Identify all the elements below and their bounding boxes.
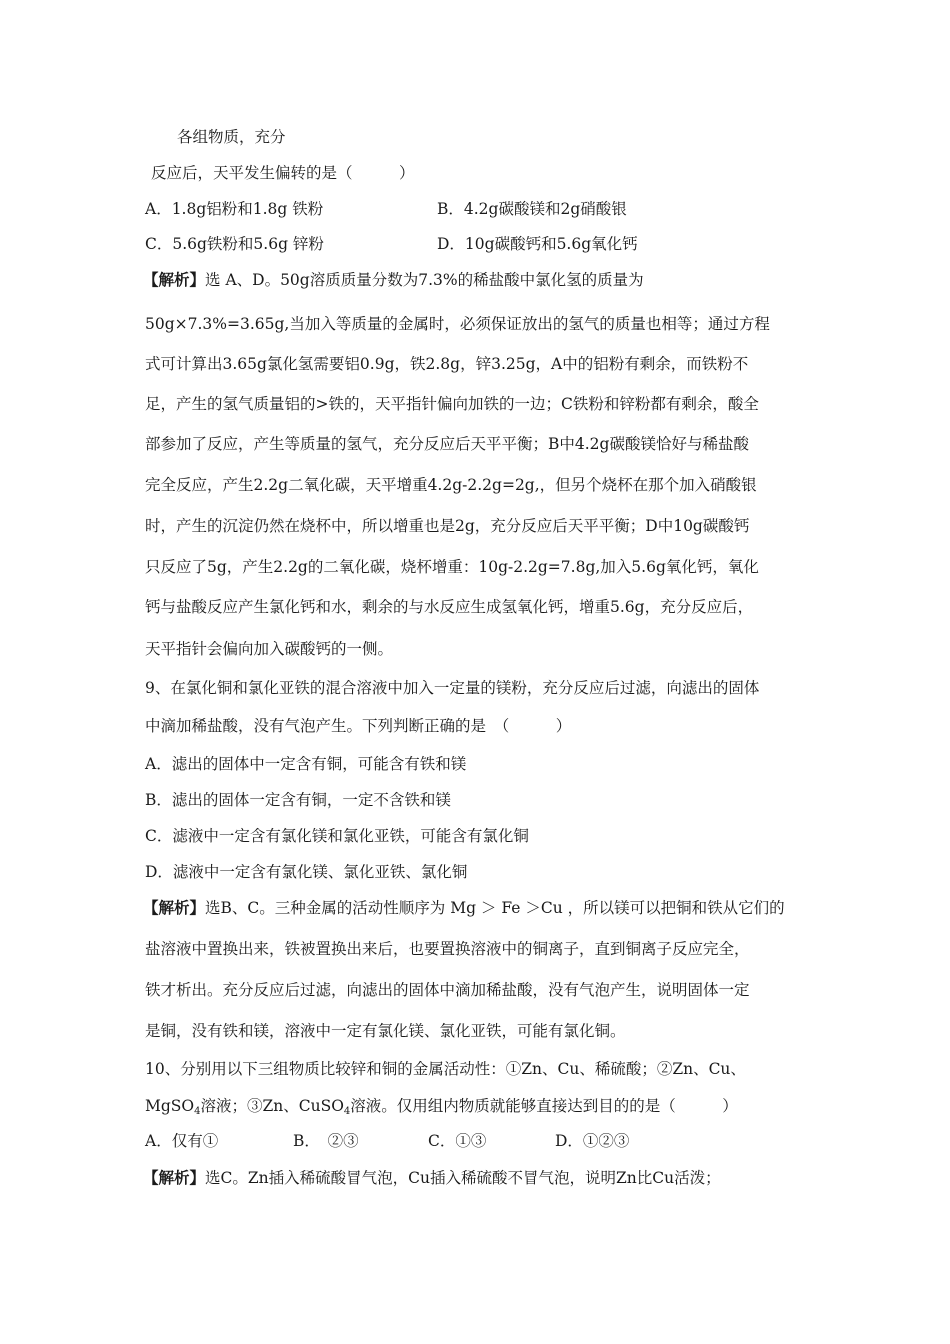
q10-stem-sub-1: 4 <box>194 1106 201 1117</box>
q10-stem-line-2 <box>145 1096 738 1116</box>
q10-option-a: A．仅有① <box>145 1132 219 1150</box>
q8-analysis-line-3: 足，产生的氢气质量铝的>铁的，天平指针偏向加铁的一边；C铁粉和锌粉都有剩余，酸全 <box>145 395 759 413</box>
q10-stem-part-c: 溶液。仅用组内物质就能够直接达到目的的是（ ） <box>350 1097 738 1115</box>
q8-analysis-line-6: 时，产生的沉淀仍然在烧杯中，所以增重也是2g，充分反应后天平平衡；D中10g碳酸钙 <box>145 517 750 535</box>
q8-analysis-line-5: 完全反应，产生2.2g二氧化碳，天平增重4.2g-2.2g=2g,，但另个烧杯在那个加入硝酸银 <box>145 476 757 494</box>
q10-analysis-line-0 <box>143 1168 721 1188</box>
q10-option-c: C．①③ <box>428 1132 487 1150</box>
q8-analysis-line-4: 部参加了反应，产生等质量的氢气，充分反应后天平平衡；B中4.2g碳酸镁恰好与稀盐酸 <box>145 435 749 453</box>
q9-option-c: C．滤液中一定含有氯化镁和氯化亚铁，可能含有氯化铜 <box>145 827 529 845</box>
q8-analysis-line-7: 只反应了5g，产生2.2g的二氧化碳，烧杯增重：10g-2.2g=7.8g,加入5.6g氧化钙，氧化 <box>145 558 759 576</box>
q8-analysis-tag: 【解析】 <box>143 270 206 289</box>
q9-stem-line-2: 中滴加稀盐酸，没有气泡产生。下列判断正确的是 （ ） <box>145 717 572 735</box>
q10-option-d: D．①②③ <box>555 1132 630 1150</box>
q8-analysis-line-8: 钙与盐酸反应产生氯化钙和水，剩余的与水反应生成氢氧化钙，增重5.6g，充分反应后， <box>145 598 754 616</box>
q8-analysis-line-1: 50g×7.3%=3.65g,当加入等质量的金属时，必须保证放出的氢气的质量也相等；通过方程 <box>145 315 770 333</box>
q8-stem-line-2: 反应后，天平发生偏转的是（ ） <box>151 164 415 182</box>
q9-option-d: D．滤液中一定含有氯化镁、氯化亚铁、氯化铜 <box>145 863 468 881</box>
q9-analysis-text-0: 选B、C。三种金属的活动性顺序为 Mg ＞ Fe ＞Cu ，所以镁可以把铜和铁从它们的 <box>205 899 785 917</box>
q8-option-b: B．4.2g碳酸镁和2g硝酸银 <box>437 200 627 218</box>
q9-analysis-line-1: 盐溶液中置换出来，铁被置换出来后，也要置换溶液中的铜离子，直到铜离子反应完全， <box>145 940 750 958</box>
q10-analysis-tag: 【解析】 <box>143 1168 206 1187</box>
q8-analysis-text-0: 选 A、D。50g溶质质量分数为7.3%的稀盐酸中氯化氢的质量为 <box>205 271 644 289</box>
q9-option-b: B．滤出的固体一定含有铜，一定不含铁和镁 <box>145 791 451 809</box>
q9-analysis-tag: 【解析】 <box>143 898 206 917</box>
q9-analysis-line-3: 是铜，没有铁和镁，溶液中一定有氯化镁、氯化亚铁，可能有氯化铜。 <box>145 1022 626 1040</box>
q10-stem-sub-2: 4 <box>343 1106 351 1117</box>
q9-option-a: A．滤出的固体中一定含有铜，可能含有铁和镁 <box>145 755 467 773</box>
q8-option-a: A．1.8g铝粉和1.8g 铁粉 <box>145 200 324 218</box>
q10-analysis-text-0: 选C。Zn插入稀硫酸冒气泡，Cu插入稀硫酸不冒气泡，说明Zn比Cu活泼； <box>205 1169 721 1187</box>
q8-stem-line-1: 各组物质，充分 <box>177 128 286 146</box>
q9-analysis-line-2: 铁才析出。充分反应后过滤，向滤出的固体中滴加稀盐酸，没有气泡产生，说明固体一定 <box>145 981 750 999</box>
q8-analysis-line-0 <box>143 270 644 290</box>
q10-option-b: B． ②③ <box>293 1132 359 1150</box>
q8-analysis-line-9: 天平指针会偏向加入碳酸钙的一侧。 <box>145 640 394 658</box>
q9-analysis-line-0 <box>143 898 785 918</box>
q8-analysis-line-2: 式可计算出3.65g氯化氢需要铝0.9g，铁2.8g，锌3.25g，A中的铝粉有剩余，而铁粉不 <box>145 355 749 373</box>
q10-stem-line-1: 10、分别用以下三组物质比较锌和铜的金属活动性：①Zn、Cu、稀硫酸；②Zn、Cu、 <box>145 1060 746 1078</box>
q8-option-c: C．5.6g铁粉和5.6g 锌粉 <box>145 235 324 253</box>
q10-stem-part-a: MgSO <box>145 1097 195 1115</box>
q10-stem-part-b: 溶液；③Zn、CuSO <box>200 1097 344 1115</box>
q9-stem-line-1: 9、在氯化铜和氯化亚铁的混合溶液中加入一定量的镁粉，充分反应后过滤，向滤出的固体 <box>145 679 760 697</box>
q8-option-d: D．10g碳酸钙和5.6g氧化钙 <box>437 235 638 253</box>
